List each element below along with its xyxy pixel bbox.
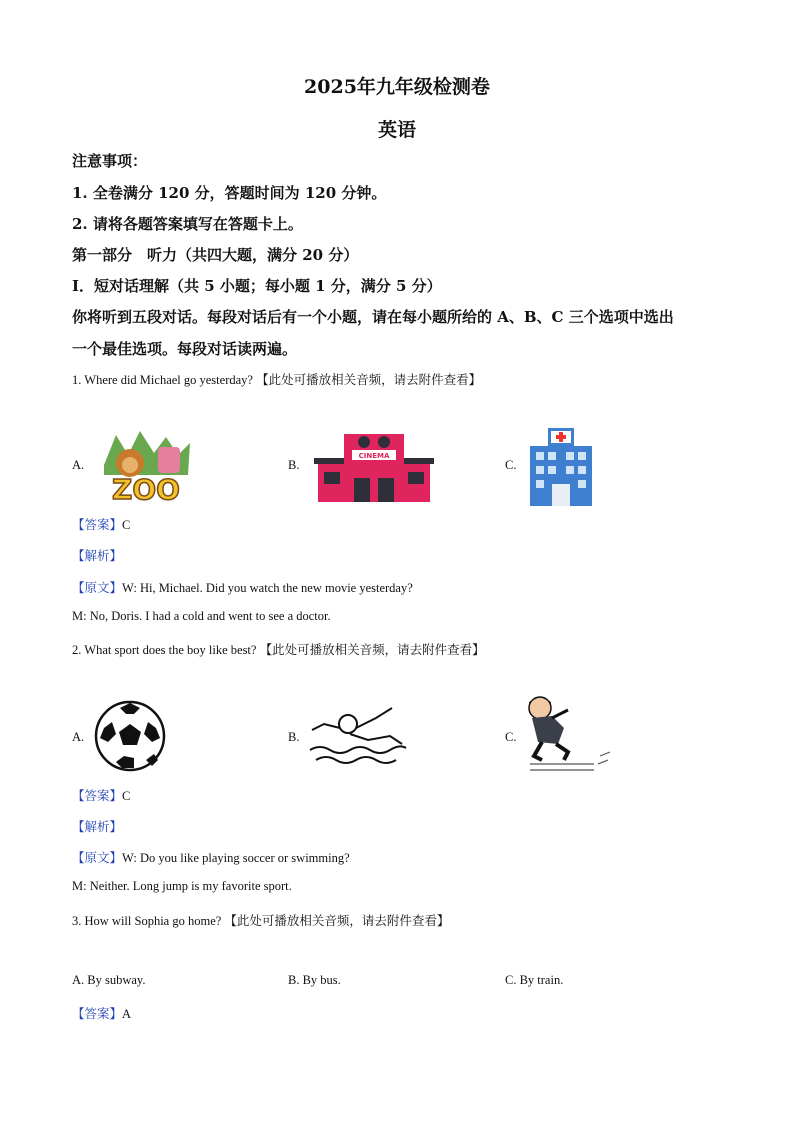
q2-transcript-1: 【原文】W: Do you like playing soccer or swimming? bbox=[72, 851, 350, 865]
notes-item-2: 2. 请将各题答案填写在答题卡上。 bbox=[72, 215, 303, 233]
q1-transcript-1: 【原文】W: Hi, Michael. Did you watch the new movie yesterday? bbox=[72, 581, 413, 595]
q2-analysis: 【解析】 bbox=[72, 820, 123, 834]
svg-text:ZOO: ZOO bbox=[112, 473, 180, 505]
q3-option-c: C. By train. bbox=[505, 973, 564, 987]
q1-option-a-label: A. bbox=[72, 458, 85, 472]
q2-option-b-label: B. bbox=[288, 730, 300, 744]
instruction-line-2: 一个最佳选项。每段对话读两遍。 bbox=[72, 340, 298, 358]
question-3-stem: 3. How will Sophia go home? 【此处可播放相关音频，请去附件查看】 bbox=[72, 914, 450, 928]
q2-option-a-label: A. bbox=[72, 730, 85, 744]
q3-answer: 【答案】A bbox=[72, 1007, 132, 1021]
q2-option-c-label: C. bbox=[505, 730, 517, 744]
part1-heading: 第一部分 听力（共四大题，满分 20 分） bbox=[72, 246, 359, 264]
question-1-stem: 1. Where did Michael go yesterday? 【此处可播放相关音频，请去附件查看】 bbox=[72, 373, 482, 387]
q2-answer: 【答案】C bbox=[72, 789, 131, 803]
q1-option-b-label: B. bbox=[288, 458, 300, 472]
q1-answer: 【答案】C bbox=[72, 518, 131, 532]
notes-item-1: 1. 全卷满分 120 分，答题时间为 120 分钟。 bbox=[72, 184, 387, 202]
section1-heading: Ⅰ．短对话理解（共 5 小题；每小题 1 分，满分 5 分） bbox=[72, 277, 442, 295]
cinema-icon bbox=[314, 432, 434, 504]
q3-option-b: B. By bus. bbox=[288, 973, 341, 987]
document-title: 2025年九年级检测卷 bbox=[304, 76, 490, 98]
notes-heading: 注意事项： bbox=[72, 152, 148, 170]
long-jump-icon bbox=[524, 694, 616, 778]
svg-text:CINEMA: CINEMA bbox=[358, 452, 390, 460]
q1-analysis: 【解析】 bbox=[72, 549, 123, 563]
soccer-ball-icon bbox=[94, 700, 166, 772]
question-2-stem: 2. What sport does the boy like best? 【此处可播放相关音频，请去附件查看】 bbox=[72, 643, 485, 657]
q2-transcript-2: M: Neither. Long jump is my favorite sport. bbox=[72, 879, 292, 893]
zoo-icon bbox=[96, 425, 196, 505]
instruction-line-1: 你将听到五段对话。每段对话后有一个小题，请在每小题所给的 A、B、C 三个选项中选出 bbox=[72, 308, 674, 326]
swimming-icon bbox=[306, 700, 408, 772]
subject-title: 英语 bbox=[377, 119, 416, 141]
q1-transcript-2: M: No, Doris. I had a cold and went to see a doctor. bbox=[72, 609, 331, 623]
hospital-icon bbox=[528, 428, 594, 506]
q1-option-c-label: C. bbox=[505, 458, 517, 472]
q3-option-a: A. By subway. bbox=[72, 973, 146, 987]
